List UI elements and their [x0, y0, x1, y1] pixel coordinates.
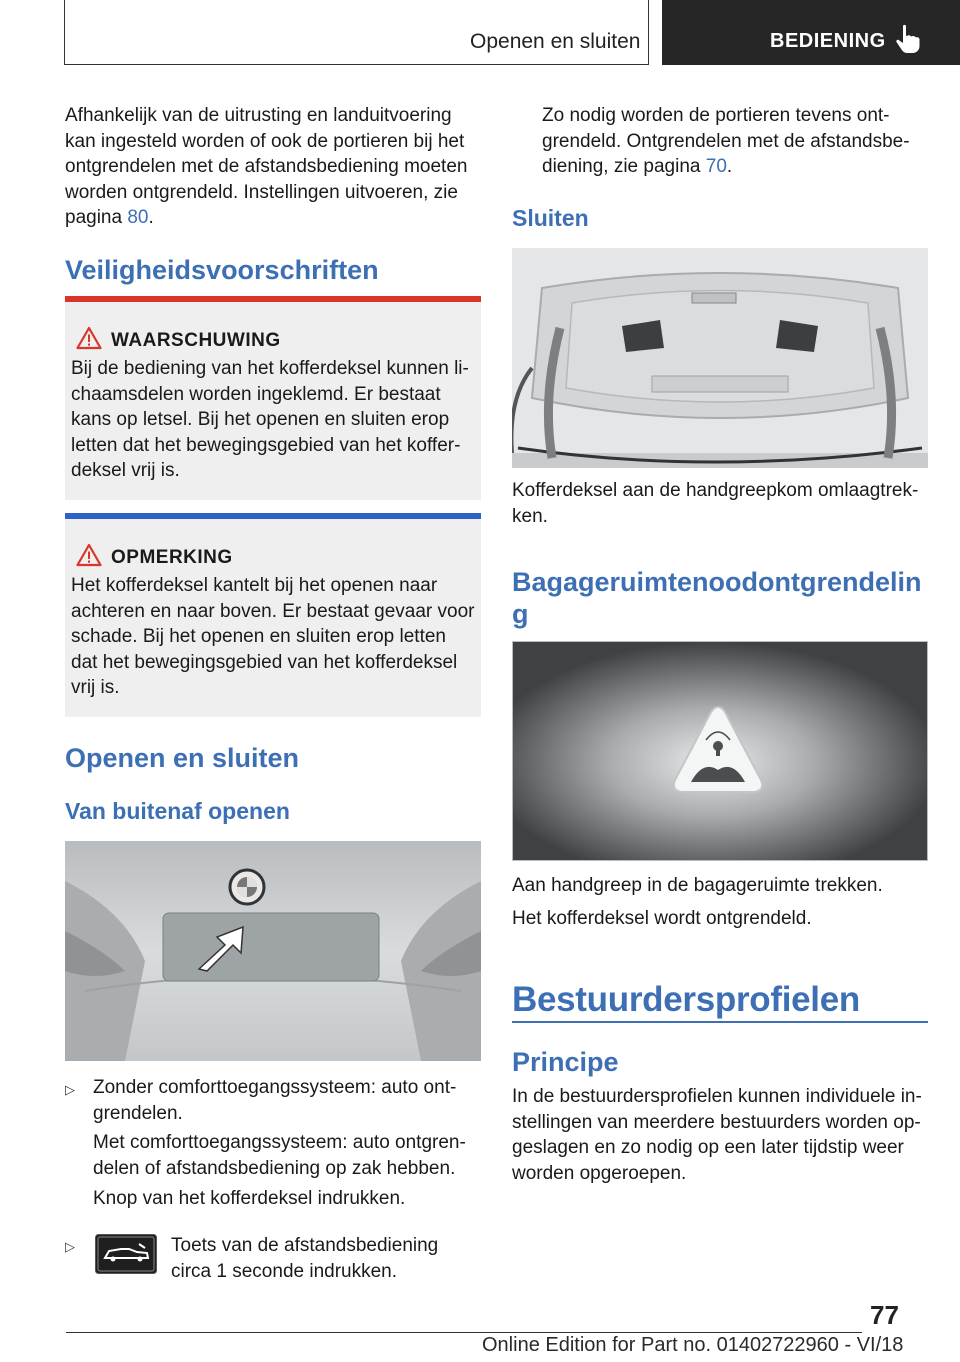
driver-profiles-heading: Bestuurdersprofielen: [512, 980, 860, 1019]
header-section-title: Openen en sluiten: [470, 30, 641, 53]
footer-edition-text: Online Edition for Part no. 01402722960 - VI/18: [482, 1334, 904, 1356]
caution-triangle-icon: [76, 543, 102, 567]
page-link-80[interactable]: 80: [127, 207, 149, 228]
warning-box: [65, 296, 481, 500]
footer-divider: [66, 1332, 862, 1333]
safety-heading: Veiligheidsvoorschriften: [65, 255, 379, 285]
bullet-marker-1: ▷: [65, 1082, 75, 1097]
close-heading: Sluiten: [512, 205, 589, 231]
step-press-button-text: Knop van het kofferdeksel indrukken.: [93, 1188, 406, 1209]
emergency-release-handle-illustration: [512, 641, 928, 861]
bullet-marker-2: ▷: [65, 1239, 75, 1254]
remote-trunk-button-icon: [95, 1234, 157, 1274]
note-text: Het kofferdeksel kantelt bij het openen naar achteren en naar boven. Er bestaat gevaar voor schade. Bij het openen en sluiten erop letten dat het bewegingsgebied van het kofferdeksel vrij is.: [71, 575, 475, 698]
note-title: OPMERKING: [111, 547, 233, 568]
emergency-release-heading: Bagageruimtenoodontgrendelin g: [512, 567, 922, 629]
hand-pointer-icon: [895, 24, 921, 54]
note-box: [65, 513, 481, 717]
step-remote-text: Toets van de afstandsbediening circa 1 seconde indrukken.: [171, 1235, 439, 1282]
close-caption: Kofferdeksel aan de handgreepkom omlaagtrekken.: [512, 480, 919, 527]
trunk-exterior-illustration: [65, 841, 481, 1061]
step-unlock-text: Zonder comforttoegangssysteem: auto ontgrendelen.: [93, 1077, 457, 1124]
page-number: 77: [870, 1300, 899, 1330]
trunk-lid-interior-illustration: [512, 248, 928, 468]
header-chapter-tab: [662, 0, 960, 65]
warning-title: WAARSCHUWING: [111, 330, 281, 351]
heading-underline: [512, 1021, 928, 1023]
emergency-text-1: Aan handgreep in de bagageruimte trekken.: [512, 875, 883, 896]
intro-paragraph: Afhankelijk van de uitrusting en landuitvoering kan ingesteld worden of ook de portieren bij het ontgrendelen met de afstandsbediening moeten worden ontgrendeld. Instellingen uitvoeren, zie pagina 80.: [65, 105, 468, 228]
warning-text: Bij de bediening van het kofferdeksel kunnen lichaamsdelen worden ingeklemd. Er bestaat kans op letsel. Bij het openen en sluiten erop letten dat het bewegingsgebied van het kofferdeksel vrij is.: [71, 358, 469, 481]
principle-text: In de bestuurdersprofielen kunnen individuele instellingen van meerdere bestuurders worden opgeslagen en zo nodig op een later tijdstip weer worden opgeroepen.: [512, 1086, 922, 1184]
outside-open-heading: Van buitenaf openen: [65, 798, 290, 824]
page-link-70[interactable]: 70: [705, 156, 727, 177]
open-close-heading: Openen en sluiten: [65, 743, 300, 773]
emergency-text-2: Het kofferdeksel wordt ontgrendeld.: [512, 908, 812, 929]
step-comfort-text: Met comforttoegangssysteem: auto ontgrendelen of afstandsbediening op zak hebben.: [93, 1132, 466, 1179]
warning-triangle-icon: [76, 326, 102, 350]
header-chapter-title: BEDIENING: [770, 30, 886, 52]
principle-heading: Principe: [512, 1047, 619, 1077]
doors-unlock-paragraph: Zo nodig worden de portieren tevens ontgrendeld. Ontgrendelen met de afstandsbediening, zie pagina 70.: [542, 105, 910, 177]
